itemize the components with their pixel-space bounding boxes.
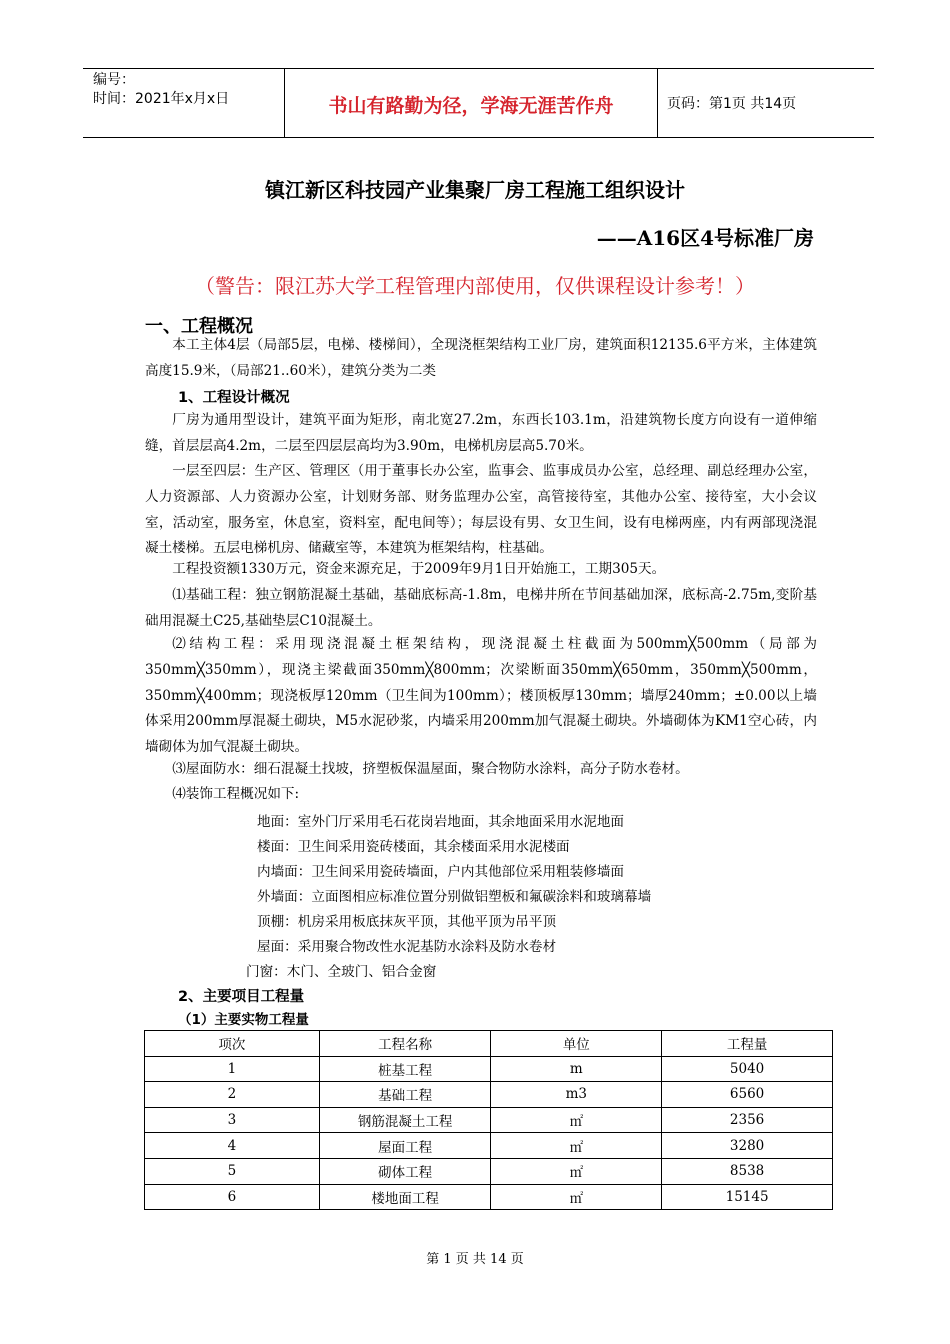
deco-item: 屋面：采用聚合物改性水泥基防水涂料及防水卷材: [257, 939, 557, 955]
table-caption: （1）主要实物工程量: [178, 1012, 309, 1028]
table-cell: 5040: [662, 1056, 833, 1082]
page-footer: 第 1 页 共 14 页: [426, 1252, 524, 1267]
structure-paragraph: ⑵结构工程：采用现浇混凝土框架结构，现浇混凝土柱截面为500mm╳500mm（局部为350mm╳350mm），现浇主梁截面350mm╳800mm；次梁断面350mm╳650mm，350mm╳500mm，350mm╳400mm；现浇板厚120mm（卫生间为100mm）；楼顶板厚130mm；墙厚240mm；±0.00以上墙体采用200mm厚混凝土砌块，M5水泥砂浆，内墙采用200mm加气混凝土砌块。外墙砌体为KM1空心砖，内墙砌体为加气混凝土砌块。: [145, 636, 817, 756]
column-header: 工程量: [662, 1031, 833, 1057]
table-cell: 2: [145, 1082, 320, 1108]
roof-paragraph: ⑶屋面防水：细石混凝土找坡，挤塑板保温屋面，聚合物防水涂料，高分子防水卷材。: [172, 761, 689, 777]
subsection-heading: 2、主要项目工程量: [178, 989, 305, 1005]
foundation-paragraph: ⑴基础工程：独立钢筋混凝土基础，基础底标高-1.8m，电梯井所在节间基础加深，底标高-2.75m,变阶基础用混凝土C25,基础垫层C10混凝土。: [145, 587, 817, 629]
deco-item: 楼面：卫生间采用瓷砖楼面，其余楼面采用水泥楼面: [257, 839, 570, 855]
decoration-paragraph: ⑷装饰工程概况如下:: [172, 786, 300, 802]
investment-paragraph: 工程投资额1330万元，资金来源充足，于2009年9月1日开始施工，工期305天。: [172, 561, 666, 577]
table-cell: ㎡: [491, 1107, 662, 1133]
document-subtitle: ——A16区4号标准厂房: [596, 226, 814, 250]
table-cell: 15145: [662, 1184, 833, 1210]
deco-item: 地面：室外门厅采用毛石花岗岩地面，其余地面采用水泥地面: [257, 814, 625, 830]
column-header: 项次: [145, 1031, 320, 1057]
section-heading: 一、工程概况: [145, 316, 253, 337]
layout-paragraph: 一层至四层：生产区、管理区（用于董事长办公室，监事会、监事成员办公室，总经理、副总经理办公室，人力资源部、人力资源办公室，计划财务部、财务监理办公室，高管接待室，其他办公室、接待室，大小会议室，活动室，服务室，休息室，资料室，配电间等）；每层设有男、女卫生间，设有电梯两座，内有两部现浇混凝土楼梯。五层电梯机房、储藏室等，本建筑为框架结构，柱基础。: [145, 463, 817, 557]
table-cell: 2356: [662, 1107, 833, 1133]
table-cell: 6: [145, 1184, 320, 1210]
table-cell: 钢筋混凝土工程: [319, 1107, 491, 1133]
table-cell: 3: [145, 1107, 320, 1133]
quantity-table: [144, 1030, 833, 1210]
header-motto: 书山有路勤为径，学海无涯苦作舟: [328, 95, 614, 117]
table-cell: ㎡: [491, 1184, 662, 1210]
document-title: 镇江新区科技园产业集聚厂房工程施工组织设计: [265, 178, 685, 202]
warning-notice: （警告：限江苏大学工程管理内部使用，仅供课程设计参考！）: [195, 274, 755, 298]
table-cell: m: [491, 1056, 662, 1082]
table-cell: 3280: [662, 1133, 833, 1159]
table-cell: m3: [491, 1082, 662, 1108]
header-page-number: 页码：第1页 共14页: [667, 96, 797, 112]
deco-item: 内墙面：卫生间采用瓷砖墙面，户内其他部位采用粗装修墙面: [257, 864, 625, 880]
deco-item: 顶棚：机房采用板底抹灰平顶，其他平顶为吊平顶: [257, 914, 557, 930]
table-row: [145, 1158, 833, 1184]
table-cell: ㎡: [491, 1158, 662, 1184]
table-row: [145, 1056, 833, 1082]
table-row: [145, 1133, 833, 1159]
intro-paragraph: 本工主体4层（局部5层，电梯、楼梯间），全现浇框架结构工业厂房，建筑面积12135.6平方米，主体建筑高度15.9米，（局部21..60米），建筑分类为二类: [145, 337, 817, 379]
header-time: 时间：2021年x月x日: [93, 91, 230, 107]
table-row: [145, 1184, 833, 1210]
header-meta: [93, 71, 229, 109]
table-cell: 5: [145, 1158, 320, 1184]
deco-item: 外墙面：立面图相应标准位置分别做铝塑板和氟碳涂料和玻璃幕墙: [257, 889, 652, 905]
table-cell: 4: [145, 1133, 320, 1159]
column-header: 工程名称: [319, 1031, 491, 1057]
table-cell: 屋面工程: [319, 1133, 491, 1159]
table-cell: 楼地面工程: [319, 1184, 491, 1210]
table-cell: 桩基工程: [319, 1056, 491, 1082]
table-header-row: [145, 1031, 833, 1057]
table-row: [145, 1082, 833, 1108]
table-cell: 砌体工程: [319, 1158, 491, 1184]
header-divider: [657, 69, 658, 137]
table-row: [145, 1107, 833, 1133]
subsection-heading: 1、工程设计概况: [178, 390, 290, 406]
table-cell: 6560: [662, 1082, 833, 1108]
column-header: 单位: [491, 1031, 662, 1057]
page-header: [83, 68, 874, 138]
table-cell: ㎡: [491, 1133, 662, 1159]
table-cell: 基础工程: [319, 1082, 491, 1108]
header-number: 编号：: [93, 72, 135, 88]
design-paragraph: 厂房为通用型设计，建筑平面为矩形，南北宽27.2m，东西长103.1m，沿建筑物长度方向设有一道伸缩缝，首层层高4.2m，二层至四层层高均为3.90m，电梯机房层高5.70米。: [145, 412, 817, 454]
table-cell: 8538: [662, 1158, 833, 1184]
table-cell: 1: [145, 1056, 320, 1082]
doors-item: 门窗：木门、全玻门、铝合金窗: [246, 964, 437, 980]
